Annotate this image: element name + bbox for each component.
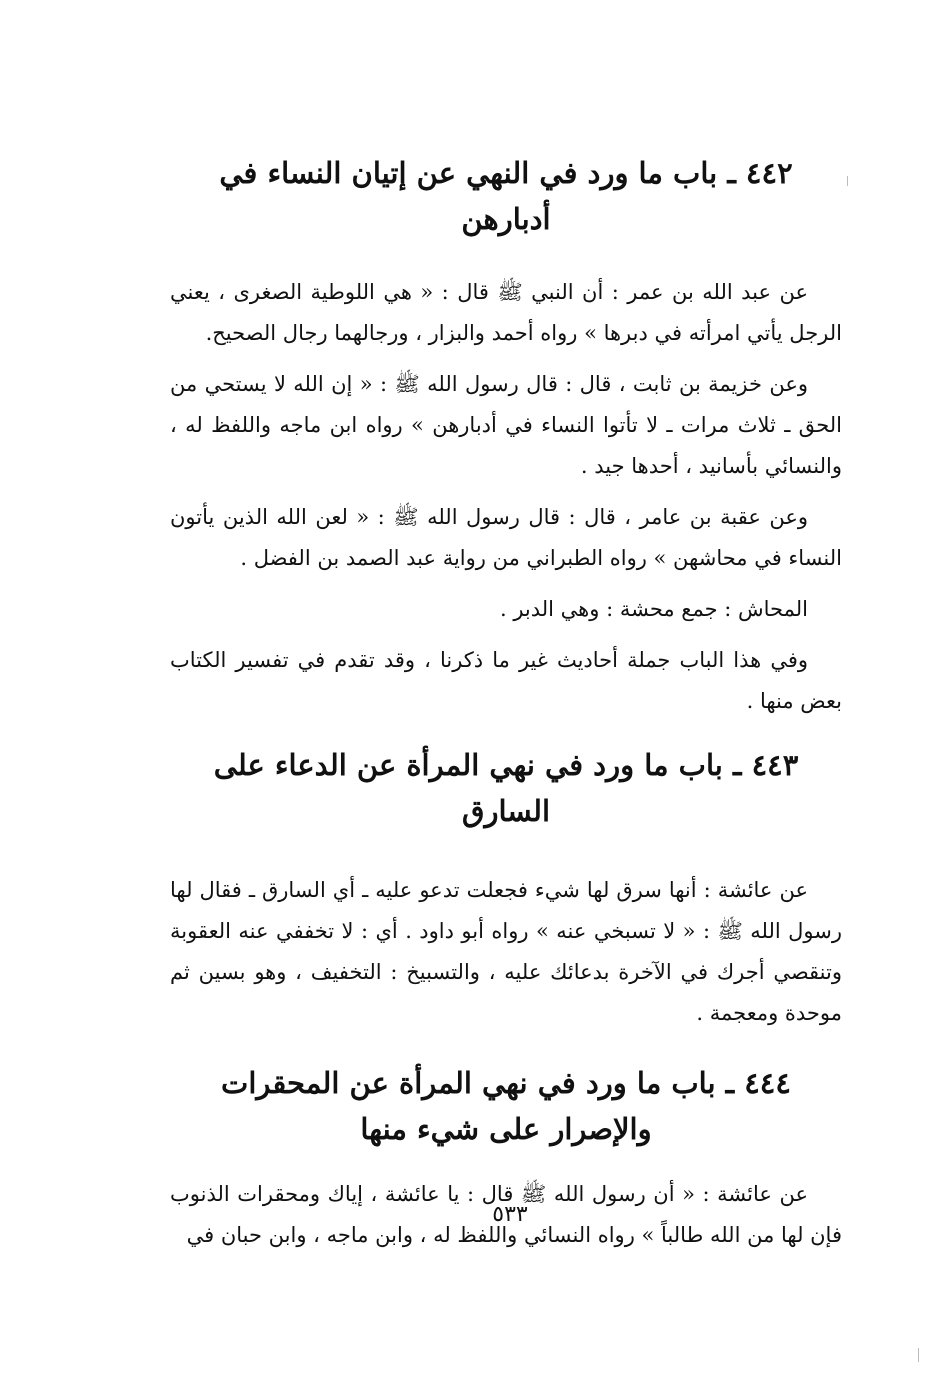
page-number: ٥٣٣	[492, 1202, 528, 1227]
scan-mark	[918, 1348, 919, 1362]
chapter-442-heading	[170, 150, 842, 242]
scan-mark	[847, 176, 848, 186]
chapter-444-heading-line1: ٤٤٤ ـ باب ما ورد في نهي المرأة عن المحقرات	[221, 1066, 791, 1100]
chapter-443-heading	[170, 742, 842, 834]
document-page	[170, 150, 842, 1256]
hadith-paragraph: عن عائشة : « أن رسول الله ﷺ قال : يا عائشة ، إياك ومحقرات الذنوب فإن لها من الله طالباً » رواه النسائي واللفظ له ، وابن ماجه ، وابن حبان في	[170, 1182, 842, 1247]
hadith-paragraph: وعن خزيمة بن ثابت ، قال : قال رسول الله ﷺ : « إن الله لا يستحي من الحق ـ ثلاث مرات ـ لا تأتوا النساء في أدبارهن » رواه ابن ماجه واللفظ له ، والنسائي بأسانيد ، أحدها جيد .	[170, 372, 842, 478]
hadith-paragraph: عن عائشة : أنها سرق لها شيء فجعلت تدعو عليه ـ أي السارق ـ فقال لها رسول الله ﷺ : « لا تسبخي عنه » رواه أبو داود . أي : لا تخففي عنه العقوبة وتنقصي أجرك في الآخرة بدعائك عليه ، والتسبيخ : التخفيف ، وهو بسين ثم موحدة ومعجمة .	[170, 878, 842, 1025]
hadith-paragraph: وعن عقبة بن عامر ، قال : قال رسول الله ﷺ : « لعن الله الذين يأتون النساء في محاشهن » رواه الطبراني من رواية عبد الصمد بن الفضل .	[170, 505, 842, 570]
chapter-444-heading	[170, 1060, 842, 1152]
definition-paragraph: المحاش : جمع محشة : وهي الدبر .	[499, 597, 808, 621]
chapter-442-heading-text: ٤٤٢ ـ باب ما ورد في النهي عن إتيان النساء في أدبارهن	[219, 156, 793, 236]
note-paragraph: وفي هذا الباب جملة أحاديث غير ما ذكرنا ، وقد تقدم في تفسير الكتاب بعض منها .	[170, 648, 842, 713]
chapter-443-heading-text: ٤٤٣ ـ باب ما ورد في نهي المرأة عن الدعاء على السارق	[213, 748, 799, 828]
hadith-paragraph: عن عبد الله بن عمر : أن النبي ﷺ قال : « هي اللوطية الصغرى ، يعني الرجل يأتي امرأته في دبرها » رواه أحمد والبزار ، ورجالهما رجال الصحيح.	[170, 280, 842, 345]
chapter-444-heading-line2: والإصرار على شيء منها	[360, 1112, 652, 1146]
